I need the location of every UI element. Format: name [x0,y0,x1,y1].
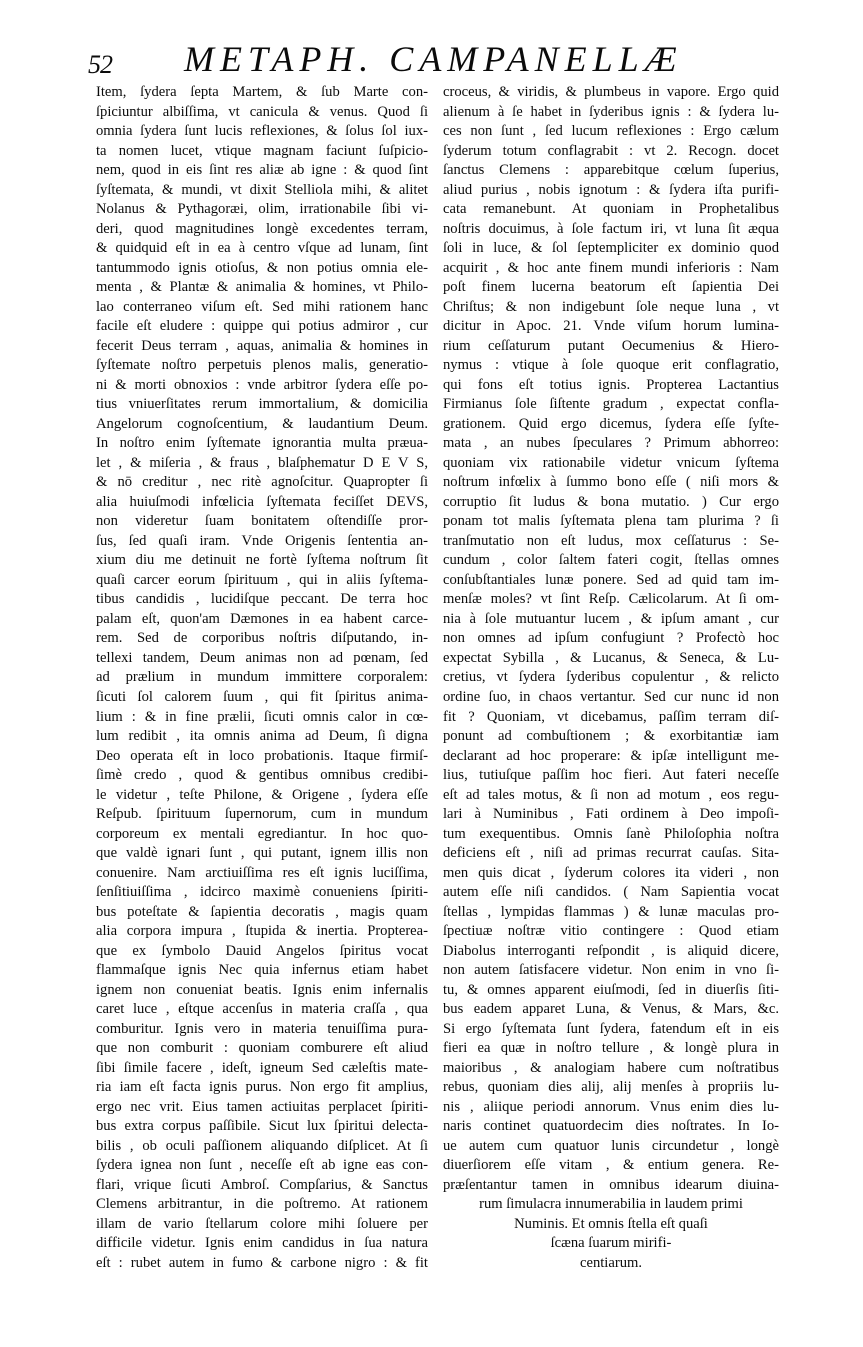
text-line [443,1254,779,1274]
text-line [96,122,428,142]
text-line-content: ponunt ad combuſtionem ; & exorbitantiæ iam [443,728,779,745]
text-line-content: lium : & in fine prælii, ſicuti omnis calor in cœ- [96,708,428,725]
text-line [96,239,428,259]
text-line [443,122,779,142]
text-line [443,942,779,962]
text-line [96,1156,428,1176]
text-line-content: ſibi ſimile facere , ideſt, igneum Sed cæleſtis mate- [96,1059,428,1076]
text-line-content: non autem ſatisfacere videtur. Non enim in vno ſi- [443,962,779,979]
text-line [443,1078,779,1098]
text-line [443,629,779,649]
text-line [96,610,428,630]
text-line-content: Reſpub. ſpirituum ſupernorum, cum in mundum [96,806,428,823]
text-line [96,825,428,845]
text-line [96,1117,428,1137]
text-line-content: non omnes ad ipſum confugiunt ? Profectò hoc [443,630,779,647]
text-line-content: ſyſtemate noſtro perpetuis plenos malis, generatio- [96,357,428,374]
text-line-content: tum exequentibus. Omnis ſanè Philoſophia noſtra [443,825,779,842]
text-line-content: rum ſimulacra innumerabilia in laudem primi [479,1196,743,1213]
text-line-content: fecerit Deus terram , aquas, animalia & homines in [96,337,428,354]
text-line-content: tranſmutatio non eſt ludus, mox ceſſaturus : Se- [443,532,779,549]
text-line [96,1000,428,1020]
text-line-content: flammaſque ignis Nec quia infernus etiam habet [96,962,428,979]
text-line [443,1234,779,1254]
text-line-content: bus poteſtate & ſapientia decoratis , magis quam [96,903,428,920]
text-line [443,1000,779,1020]
text-line-content: eſt : rubet autem in fumo & carbone nigro : & fit [96,1254,428,1271]
text-line-content: ignem non conueniat beatis. Ignis enim infernalis [96,981,428,998]
text-line [443,512,779,532]
text-line [96,747,428,767]
text-line-content: palam eſt, quon'am Dæmones in ea habent carce- [96,610,428,627]
text-line-content: alia huiuſmodi infœlicia ſyſtemata feciſſet DEVS, [96,493,428,510]
text-line [96,356,428,376]
text-line [96,415,428,435]
text-line-content: cundum , color ſaltem fateri cogit, ſtellas omnes [443,552,779,569]
text-line-content: que ex ſymbolo Dauid Angelos ſpiritus vocat [96,942,428,959]
text-line-content: dicitur in Apoc. 21. Vnde viſum horum lumina- [443,318,779,335]
text-line [443,1020,779,1040]
text-line [443,825,779,845]
text-line-content: ni & morti obnoxios : vnde arbitror ſydera eſſe po- [96,376,428,393]
text-line-content: ordine ſuo, in chaos vertantur. Sed cur nunc id non [443,688,779,705]
text-line-content: alienum à ſe habet in ſyderibus ignis : & ſydera lu- [443,103,779,120]
text-line [443,922,779,942]
text-line-content: Chriſtus; & non indigebunt ſole neque luna , vt [443,298,779,315]
text-line-content: non videretur ſuam bonitatem oſtendiſſe pror- [96,513,428,530]
text-line [443,1176,779,1196]
text-line [96,473,428,493]
text-line [96,395,428,415]
text-line-content: cretius, vt ſydera ſyderibus copulentur , & relicto [443,669,779,686]
text-line [96,864,428,884]
text-line [96,942,428,962]
text-line [443,551,779,571]
text-line-content: diuerſiorem eſſe vitam , & entium genera. Re- [443,1157,779,1174]
text-line [443,668,779,688]
text-line [443,1098,779,1118]
text-line [96,298,428,318]
text-line-content: rium ceſſaturum putant Oecumenius & Hiero- [443,337,779,354]
text-line [443,259,779,279]
text-line-content: ad prælium in mundum immittere corporalem: [96,669,428,686]
text-line-content: ſanctus Clemens : apparebitque cœlum ſuperius, [443,162,779,179]
text-line [96,434,428,454]
text-line-content: Deo operata eſt in loco probationis. Itaque firmiſ- [96,747,428,764]
text-line [443,981,779,1001]
text-line [96,142,428,162]
text-line-content: corporeum ex mentali egrediantur. In hoc quo- [96,825,428,842]
text-line [96,668,428,688]
text-line [443,903,779,923]
text-line-content: flari, vrique ſicuti Ambroſ. Compſarius, & Sanctus [96,1176,428,1193]
text-line [443,747,779,767]
text-line-content: lao conterraneo viſum eſt. Sed mihi rationem hanc [96,298,428,315]
text-line [443,864,779,884]
text-line-content: In noſtro enim ſyſtemate ignorantia multa præua- [96,435,428,452]
text-line-content: ria iam eſt facta ignis purus. Non ergo fit amplius, [96,1079,428,1096]
text-line [96,181,428,201]
text-line [443,395,779,415]
text-line-content: nis , aliique periodi annorum. Vnus enim dies lu- [443,1098,779,1115]
text-line [443,317,779,337]
text-line-content: quoniam vix rationabile videtur vnicum ſyſtema [443,454,779,471]
text-line [443,434,779,454]
text-line-content: Si ergo ſyſtemata ſunt ſydera, fatendum eſt in eis [443,1020,779,1037]
text-line [443,220,779,240]
text-line [443,83,779,103]
text-line [96,512,428,532]
text-line-content: deficiens eſt , niſi ad primas recurrat cauſas. Sita- [443,845,779,862]
text-line-content: men quis dicat , ſyderum colores ita videri , non [443,864,779,881]
text-line [96,1137,428,1157]
text-line-content: quaſi carcer eorum ſpirituum , qui in aliis ſyſtema- [96,571,428,588]
text-line [443,1137,779,1157]
text-line [96,708,428,728]
text-line-content: nymus : vtique à ſole quoque erit conflagratio, [443,357,779,374]
text-line [96,1234,428,1254]
text-line-content: comburitur. Ignis vero in materia tenuiſſima pura- [96,1020,428,1037]
text-line [96,1254,428,1274]
text-line-content: rebus, quoniam dies alij, alij menſes à propriis lu- [443,1079,779,1096]
text-line [443,376,779,396]
text-line [96,532,428,552]
text-line-content: lius, tutiuſque paſſim hoc fieri. Aut fateri neceſſe [443,767,779,784]
text-line [443,473,779,493]
text-line-content: le videtur , teſte Philone, & Origene , ſydera eſſe [96,786,428,803]
left-text-column [96,83,428,1273]
text-line [96,1078,428,1098]
text-line [96,259,428,279]
text-line [443,688,779,708]
text-line [443,571,779,591]
text-line-content: poſt finem lucerna beatorum eſt ſapientia Dei [443,279,779,296]
text-line-content: acquirit , & hoc ante finem mundi inferioris : Nam [443,259,779,276]
text-line-content: ſimè credo , quod & gentibus omnibus credibi- [96,767,428,784]
text-line [96,981,428,1001]
text-line [96,1039,428,1059]
text-line-content: caret luce , eſtque accenſus in materia craſſa , qua [96,1001,428,1018]
text-line-content: Item, ſydera ſepta Martem, & ſub Marte con- [96,84,428,100]
text-line-content: que non comburit : quoniam comburere eſt aliud [96,1040,428,1057]
text-line [96,337,428,357]
text-line [96,103,428,123]
text-line-content: omnia ſydera ſunt lucis reflexiones, & ſolus ſol iux- [96,123,428,140]
text-line [443,337,779,357]
text-line [96,278,428,298]
text-line-content: corruptio ſit ludus & bona mutatio. ) Cur ergo [443,493,779,510]
text-line-content: alia corpora impura , ſtupida & inertia. Propterea- [96,923,428,940]
text-line-content: ſicuti ſol calorem ſuum , qui fit ſpiritus anima- [96,688,428,705]
text-line-content: ſydera ignea non ſunt , neceſſe eſt ab igne eas con- [96,1157,428,1174]
text-line-content: noſtrum infœlix à ſummo bono eſſe ( niſi mors & [443,474,779,491]
text-line [96,317,428,337]
text-line [443,1215,779,1235]
text-line-content: bus extra corpus paſſibile. Sicut lux ſpiritui delecta- [96,1118,428,1135]
text-line-content: mata , an nubes ſpeculares ? Primum abhorreo: [443,435,779,452]
text-line [96,727,428,747]
text-line-content: facile eſt eludere : quippe qui potius admiror , cur [96,318,428,335]
text-line [96,805,428,825]
text-line-content: let , & miſeria , & fraus , blaſphematur D E V S, [96,454,428,471]
text-line-content: conſubſtantiales lunæ ponere. Sed ad quid tam im- [443,571,779,588]
text-line-content: tibus candidis , lucidiſque peccant. De terra hoc [96,591,428,608]
text-line-content: eſt ad tales motus, & ſi non ad motum , eos regu- [443,786,779,803]
text-line-content: qui fons eſt totius ignis. Propterea Lactantius [443,376,779,393]
text-line-content: præſentantur tamen in omnibus idearum diuina- [443,1176,779,1193]
text-line-content: ſus, ſed quaſi iram. Vnde Origenis ſententia an- [96,532,428,549]
text-line [443,298,779,318]
text-line [443,181,779,201]
text-line-content: ue autem cum quatuor lunis circundetur , longè [443,1137,779,1154]
text-line-content: declarant ad hoc properare: & ipſæ intelligunt me- [443,747,779,764]
text-line [96,1215,428,1235]
text-line-content: nem, quod in eis ſint res aliæ ab igne : & quod ſint [96,162,428,179]
text-line [96,590,428,610]
text-line [443,708,779,728]
text-line [96,961,428,981]
text-line-content: menta , & Plantæ & animalia & homines, vt Philo- [96,279,428,296]
text-line-content: que valdè ignari ſunt , qui putant, ignem illis non [96,845,428,862]
text-line-content: tius vniuerſitates rerum immortalium, & domicilia [96,396,428,413]
text-line-content: fieri ea quæ in noſtro tellure , & longè plura in [443,1040,779,1057]
text-line-content: ſtellas , lympidas flammas ) & lunæ maculas pro- [443,903,779,920]
text-line-content: tellexi tandem, Deum animas non ad pœnam, ſed [96,649,428,666]
text-line [443,239,779,259]
text-line-content: tantummodo ignis otioſus, & non potius omnia ele- [96,259,428,276]
text-line [443,786,779,806]
right-text-column [443,83,779,1273]
running-head: METAPH. CAMPANELLÆ [184,39,683,79]
text-line-content: Angelorum cognoſcentium, & laudantium Deum. [96,415,428,432]
text-line-content: & nō creditur , nec ritè agnoſcitur. Quapropter ſi [96,474,428,491]
text-line [443,1039,779,1059]
text-line [96,1176,428,1196]
text-line-content: noſtris docuimus, à ſole factum iri, vt luna ſit æqua [443,220,779,237]
text-line [96,376,428,396]
text-line-content: xium diu me detinuit ne fortè ſyſtema noſtrum ſit [96,552,428,569]
text-line-content: ta nomen lucet, vtique magnam faciunt ſuſpicio- [96,142,428,159]
text-line [96,1059,428,1079]
text-line-content: rem. Sed de corporibus noſtris diſputando, in- [96,630,428,647]
text-line-content: grationem. Quid ergo dicemus, ſydera eſſe ſyſte- [443,415,779,432]
text-line [443,1195,779,1215]
text-line-content: aliud purius , nobis ignotum : & ſydera iſta purifi- [443,181,779,198]
text-line [96,571,428,591]
text-line-content: difficile videtur. Ignis enim candidus in ſua natura [96,1235,428,1252]
text-line [443,649,779,669]
text-line [443,454,779,474]
text-line-content: centiarum. [580,1254,642,1271]
text-line-content: ſyderum totum conflagrabit : vt 2. Recogn. docet [443,142,779,159]
text-line-content: bilis , ob oculi paſſionem aliquando diſplicet. At ſi [96,1137,428,1154]
text-line [96,161,428,181]
text-line-content: cata remanebunt. At quoniam in Prophetalibus [443,201,779,218]
text-line-content: maioribus , & analogiam habere cum noſtratibus [443,1059,779,1076]
text-line [443,415,779,435]
text-line [96,629,428,649]
text-line-content: Nolanus & Pythagoræi, olim, irrationabile ſibi vi- [96,201,428,218]
text-line-content: ſyſtemata, & mundi, vt dixit Stelliola mihi, & alitet [96,181,428,198]
text-line-content: Clemens arbitrantur, in die poſtremo. At rationem [96,1196,428,1213]
text-line [443,1156,779,1176]
text-line-content: ponam tot malis ſyſtemata plena tam plurima ? ſi [443,513,779,530]
text-line [96,493,428,513]
text-line [443,766,779,786]
text-line-content: ſpiciuntur albiſſima, vt canicula & venus. Quod ſi [96,103,428,120]
text-line [96,1020,428,1040]
text-line [96,454,428,474]
text-line-content: deri, quod magnitudines longè excedentes terram, [96,220,428,237]
text-line-content: bus eadem apparet Luna, & Venus, & Mars, &c. [443,1001,779,1018]
text-line-content: ſenſitiuiſſima , idcirco maximè conueniens ſpiriti- [96,884,428,901]
text-line [96,903,428,923]
text-line [96,688,428,708]
page-number: 52 [88,50,112,79]
text-line [443,805,779,825]
text-line [96,922,428,942]
text-line-content: lum redibit , ita omnis anima ad Deum, ſi digna [96,728,428,745]
text-line-content: ces non ſunt , ſed lucum reflexiones : Ergo cælum [443,123,779,140]
text-line [96,883,428,903]
text-line [443,727,779,747]
text-line [443,356,779,376]
text-line-content: illam de vario ſtellarum colore mihi ſoluere per [96,1215,428,1232]
text-line-content: naris continet quatuordecim dies noſtrates. In Io- [443,1118,779,1135]
text-line-content: expectat Sybilla , & Lucanus, & Seneca, & Lu- [443,649,779,666]
text-line [443,493,779,513]
text-line-content: ſoli in luce, & ſol ſeptempliciter ex dominio quod [443,240,779,257]
text-line [443,103,779,123]
text-line [443,142,779,162]
text-line-content: Firmianus ſole ſiſtente gradum , expectat confla- [443,396,779,413]
text-line-content: ſpectiuæ noſtræ vitio contingere : Quod etiam [443,923,779,940]
text-line-content: Diabolus interroganti reſpondit , is aliquid dicere, [443,942,779,959]
text-line [443,1059,779,1079]
text-line [443,883,779,903]
text-line-content: lari à Numinibus , Fati ordinem à Deo impoſi- [443,806,779,823]
text-line [96,786,428,806]
text-line [443,200,779,220]
text-line-content: conuenire. Nam arctiuiſſima res eſt ignis luciſſima, [96,864,428,881]
text-line-content: ſcæna ſuarum mirifi- [550,1235,672,1252]
text-line [96,844,428,864]
text-line-content: nia à ſole mutuantur lucem , & ipſum amant , cur [443,610,779,627]
text-line [443,844,779,864]
text-line [96,200,428,220]
text-line [443,161,779,181]
text-line [443,961,779,981]
text-line-content: ergo nec vrit. Eius tamen actiuitas perplacet ſpiriti- [96,1098,428,1115]
text-line [96,83,428,103]
text-line-content: fit ? Quoniam, vt dicebamus, paſſim terram diſ- [443,708,779,725]
text-line [443,278,779,298]
text-line [443,610,779,630]
text-line [443,532,779,552]
text-line-content: Numinis. Et omnis ſtella eſt quaſi [514,1215,708,1232]
text-line-content: autem eſſe niſi candidos. ( Nam Sapientia vocat [443,884,779,901]
text-line-content: menſæ moles? vt ſint Reſp. Cælicolarum. At ſi om- [443,591,779,608]
text-line [96,220,428,240]
text-line-content: & quidquid eſt in ea à centro vſque ad lunam, ſint [96,240,428,257]
text-line [96,1195,428,1215]
text-line [96,649,428,669]
text-line [443,1117,779,1137]
text-line-content: croceus, & viridis, & plumbeus in vapore. Ergo quid [443,84,779,100]
text-line [96,766,428,786]
text-line-content: tu, & omnes apparent eiuſmodi, ſed in diuerſis ſiti- [443,981,779,998]
text-line [443,590,779,610]
text-line [96,551,428,571]
text-line [96,1098,428,1118]
